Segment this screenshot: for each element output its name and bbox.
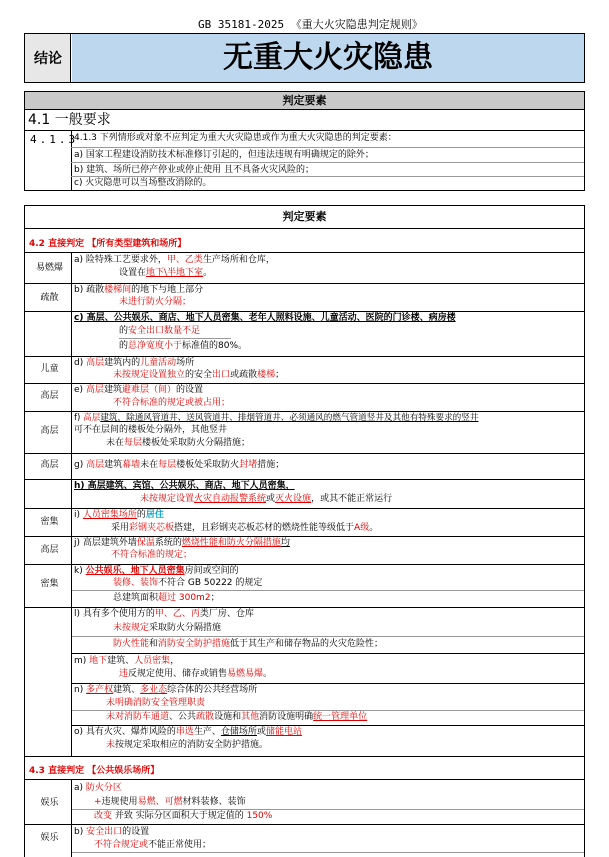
exclusion-item-b: b) 建筑、场所已停产停业或停止使用 且不具备火灾风险的； [74, 165, 314, 175]
criterion-l-line3: 防火性能和消防安全防护措施低于其生产和储存物品的火灾危险性； [113, 639, 384, 649]
criterion-l: l) 具有多个使用方的甲、乙、丙类厂房、仓库 [74, 609, 254, 619]
criterion-4-3-a: a) 防火分区 [74, 783, 122, 793]
criterion-i: i) 人员密集场所的居住 [74, 510, 164, 520]
conclusion-label: 结论 [34, 51, 62, 67]
criterion-b-line2: 未进行防火分隔； [119, 297, 192, 307]
category-tag: 高层 [40, 426, 59, 436]
criterion-4-3-b-line2: 不符合规定或不能正常使用； [94, 840, 212, 850]
criterion-n-line3: 未对消防车通道、公共疏散设施和其他消防设施明确统一管理单位 [106, 712, 368, 722]
criterion-j-line2: 不符合标准的规定； [111, 550, 193, 560]
criterion-a: a) 险特殊工艺要求外，甲、乙类生产场所和仓库， [74, 255, 275, 265]
criterion-h: h) 高层建筑、宾馆、公共娱乐、商店、地下人员密集， [74, 481, 295, 491]
category-tag: 密集 [40, 517, 59, 527]
category-tag: 密集 [40, 579, 59, 589]
criterion-4-3-b: b) 安全出口的设置 [74, 827, 150, 837]
criterion-g: g) 高层建筑幕墙未在每层楼板处采取防火封堵措施； [74, 460, 285, 470]
criterion-l-line2: 未按规定采取防火分隔措施 [113, 623, 222, 633]
section-4-3-title: 4.3 直接判定 【公共娱乐场所】 [29, 766, 160, 776]
criterion-c-line2: 的安全出口数量不足 [119, 326, 201, 336]
criterion-d: d) 高层建筑内的儿童活动场所 [74, 358, 195, 368]
table1-header: 判定要素 [25, 92, 584, 110]
criterion-m-line2: 违反规定使用、储存或销售易燃易爆。 [119, 669, 273, 679]
section-4-1-title: 4.1 一般要求 [28, 112, 111, 128]
criterion-n-line2: 未明确消防安全管理职责 [106, 698, 206, 708]
criterion-k: k) 公共娱乐、地下人员密集房间或空间的 [74, 566, 239, 576]
criterion-k-line2: 装修、装饰不符合 GB 50222 的规定 [113, 578, 263, 588]
section-4-2-title: 4.2 直接判定 【所有类型建筑和场所】 [29, 239, 187, 249]
criterion-c-line3: 的总净宽度小于标准值的80%。 [119, 341, 248, 351]
exclusion-item-a: a) 国家工程建设消防技术标准修订引起的，但违法违规有明确规定的除外； [74, 150, 374, 160]
criterion-f-line2: 可不在层间的楼板处分隔外，其他竖井 [74, 425, 228, 435]
document-title: GB 35181-2025 《重大火灾隐患判定规则》 [198, 18, 423, 31]
criterion-d-line2: 未按规定设置独立的安全出口或疏散楼梯； [113, 370, 285, 380]
criterion-4-3-a-line3: 改变 并致 实际分区面积大于规定值的 150% [94, 811, 273, 821]
category-tag: 高层 [40, 391, 59, 401]
criterion-e-line2: 不符合标准的规定或被占用； [113, 398, 231, 408]
criterion-e: e) 高层建筑避难层（间）的设置 [74, 385, 203, 395]
criterion-h-line2: 未按规定设置火灾自动报警系统或灭火设施，或其不能正常运行 [140, 494, 393, 504]
category-tag: 高层 [40, 545, 59, 555]
criterion-b: b) 疏散楼梯间的地下与地上部分 [74, 285, 204, 295]
conclusion-value: 无重大火灾隐患 [223, 40, 433, 75]
category-tag: 疏散 [40, 293, 59, 303]
criterion-a-line2: 设置在地下\半地下室。 [119, 268, 213, 278]
criterion-i-line2: 采用彩钢夹芯板搭建，且彩钢夹芯板芯材的燃烧性能等级低于A级。 [111, 523, 379, 533]
criterion-o-line2: 未按规定采取相应的消防安全防护措施。 [106, 740, 269, 750]
category-tag: 娱乐 [40, 833, 59, 843]
criterion-m: m) 地下建筑、人员密集， [74, 656, 180, 666]
category-tag: 娱乐 [40, 798, 59, 808]
criterion-o: o) 具有火灾、爆炸风险的串选生产、仓储场所或储能电站 [74, 727, 302, 737]
exclusion-item-c: c) 火灾隐患可以当场整改消除的。 [74, 178, 212, 188]
clause-intro: 4.1.3 下列情形或对象不应判定为重大火灾隐患或作为重大火灾隐患的判定要素： [74, 133, 397, 143]
criterion-f-line3: 未在每层楼板处采取防火分隔措施； [106, 438, 251, 448]
criterion-j: j) 高层建筑外墙保温系统的燃烧性能和防火分隔措施均 [74, 538, 290, 548]
criterion-f: f) 高层建筑，除通风管道井、送风管道井、排烟管道井、必须通风的燃气管道竖井及其他有特殊要求的竖井 [74, 413, 479, 423]
category-tag: 易燃爆 [35, 263, 63, 273]
criterion-n: n) 多产权建筑、多业态综合体的公共经营场所 [74, 685, 258, 695]
criterion-c: c) 高层、公共娱乐、商店、地下人员密集、老年人照料设施、儿童活动、医院的门诊楼、病房楼 [74, 313, 456, 323]
clause-number: 4.1.3 [30, 133, 79, 146]
criterion-k-line3: 总建筑面积超过 300m2； [113, 593, 220, 603]
category-tag: 儿童 [40, 364, 59, 374]
criterion-4-3-a-line2: +违规使用易燃、可燃材料装修、装饰 [94, 797, 246, 807]
category-tag: 高层 [40, 460, 59, 470]
table2-header: 判定要素 [25, 206, 584, 229]
